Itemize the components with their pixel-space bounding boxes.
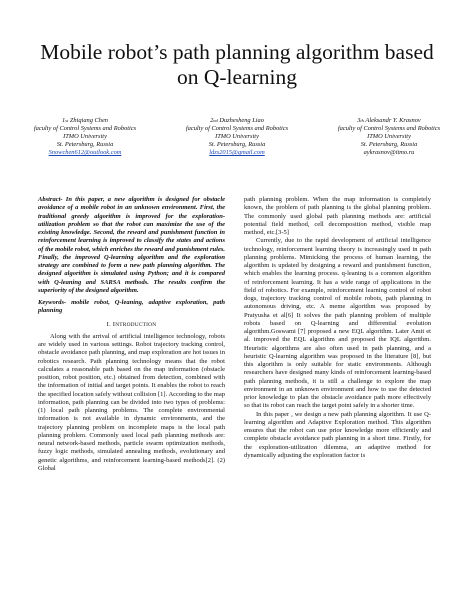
author-2-ordinal: 2 bbox=[210, 117, 214, 124]
author-2-email[interactable]: ldzs2015@gmail.com bbox=[209, 149, 265, 157]
keywords-text: mobile robot, Q-leaning, adaptive exploration, path planning bbox=[38, 299, 225, 315]
section-title-rest: NTRODUCTION bbox=[115, 321, 157, 328]
author-3-name: Aleksandr Y. Krasnov bbox=[365, 117, 421, 124]
abstract bbox=[38, 196, 225, 295]
right-paragraph-1: path planning problem. When the map information is completely known, the problem of path planning is the global planning problem. The commonly used global path planning methods are: artificial potential field method, cell decomposition method, visible map method, etc.[3-5] bbox=[244, 196, 431, 236]
section-number: I. bbox=[106, 320, 111, 328]
author-block bbox=[10, 117, 464, 167]
author-2-city: St. Petersburg, Russia bbox=[208, 141, 266, 149]
author-3-ordinal: 3 bbox=[357, 117, 361, 124]
keywords bbox=[38, 299, 225, 316]
author-1-name: Zhiqiang Chen bbox=[69, 117, 108, 124]
section-heading-introduction bbox=[38, 321, 225, 329]
author-3-institution: ITMO University bbox=[367, 133, 411, 141]
author-1-ordinal-suffix: st bbox=[65, 118, 69, 123]
section-title-initial: I bbox=[112, 320, 116, 328]
author-1-email[interactable]: Snowchen612@outlook.com bbox=[48, 149, 122, 157]
author-3-email: aykrasnov@itmo.ru bbox=[363, 149, 415, 157]
author-2-name-line bbox=[162, 117, 312, 125]
author-2-name: Duzhesheng Liao bbox=[219, 117, 264, 124]
abstract-text: In this paper, a new algorithm is designed for obstacle avoidance of a mobile robot in an unknown environment. First, the traditional greedy algorithm is improved for the exploration-utilization problem so that the robot can maximize the use of the existing knowledge. Second, the reward and punishment function in reinforcement learning is improved to classify the states and actions of the mobile robot, which enriches the reward and punishment rules. Finally, the improved Q-learning algorithm and the exploration strategy are combined to form a new path planning algorithm. The designed algorithm is simulated using Python; and it is compared with Q-leaning and SARSA methods. The results confirm the superiority of the designed algorithm. bbox=[38, 196, 226, 294]
author-1-institution: ITMO University bbox=[63, 133, 107, 141]
author-3-ordinal-suffix: th bbox=[360, 118, 364, 123]
right-column bbox=[244, 196, 431, 460]
author-2-ordinal-suffix: nd bbox=[213, 118, 218, 123]
author-1-city: St. Petersburg, Russia bbox=[56, 141, 114, 149]
keywords-label: Keywords- bbox=[38, 299, 67, 306]
author-2-institution: ITMO University bbox=[215, 133, 259, 141]
author-1 bbox=[10, 117, 160, 157]
abstract-label: Abstract- bbox=[38, 196, 63, 203]
introduction-paragraph-1: Along with the arrival of artificial intelligence technology, robots are widely used in various settings. Robot trajectory tracking control, obstacle avoidance path planning, and map exploration are hot issues in robotics research. Path planning technology means that the robot calculates a reasonable path based on the map information (obstacle position, robot position, etc.) obtained from detection, combined with the information of initial and target points. It enables the robot to reach the specified location safely without collision [1]. According to the map information, path planning can be divided into two types of problems: (1) local path planning problems. The complete environmental information is not available in dynamic environments, and the trajectory planning problem on incomplete maps is the local path planning problem. Commonly used local path planning methods are: neural network-based methods, particle swarm optimization methods, fuzzy logic methods, simulated annealing methods, evolutionary and genetic algorithms, and reinforcement learning-based methods[2]. (2) Global bbox=[38, 332, 225, 472]
author-1-name-line bbox=[10, 117, 160, 125]
right-paragraph-2: Currently, due to the rapid development of artificial intelligence technology, reinforcement learning theory is increasingly used in path planning problems. Mimicking the process of human learning, the algorithm is updated by designing a reward and punishment function, which enables the learning process. q-leaning is a common algorithm of reinforcement learning. It has a wide range of applications in the field of robotics. For example, reinforcement learning control of robot dogs, trajectory tracking control of mobile robots, path planning in autonomous driving, etc. A meme algorithm was proposed by Pratyusha et al[6] It solves the path planning problem of multiple robots based on Q-learning and differential evolution algorithm.Goswami [7] proposed a new EQL algorithm. Later Amit et al. improved the EQL algorithm and proposed the IQL algorithm. Heuristic algorithms are also often used in path planning, and a heuristic Q-learning algorithm was proposed in the literature [8], but this algorithm is only suitable for static environments. Although researchers have designed many kinds of reinforcement learning-based path planning methods, it is still a challenge to explore the map environment in an unknown environment and how to use the detected prior knowledge to plan the obstacle avoidance path more effectively so that its robot can reach the target point safely in a shorter time. bbox=[244, 237, 431, 410]
left-column bbox=[38, 196, 225, 473]
author-1-ordinal: 1 bbox=[62, 117, 66, 124]
author-2 bbox=[162, 117, 312, 157]
author-1-affiliation: faculty of Control Systems and Robotics bbox=[33, 125, 137, 133]
author-3 bbox=[314, 117, 464, 157]
author-2-affiliation: faculty of Control Systems and Robotics bbox=[185, 125, 289, 133]
right-paragraph-3: In this paper , we design a new path planning algorithm. It use Q-learning algorithm and Adaptive Exploration method. This algorithm ensures that the robot can use prior knowledge more efficiently and complete obstacle avoidance path planning in a short time. Firstly, for the exploration-utilization dilemma, an adaptive method for dynamically adjusting the exploration factor is bbox=[244, 410, 431, 459]
author-3-name-line bbox=[314, 117, 464, 125]
author-3-affiliation: faculty of Control Systems and Robotics bbox=[337, 125, 441, 133]
author-3-city: St. Petersburg, Russia bbox=[360, 141, 418, 149]
paper-title: Mobile robot’s path planning algorithm based on Q-learning bbox=[40, 40, 434, 89]
